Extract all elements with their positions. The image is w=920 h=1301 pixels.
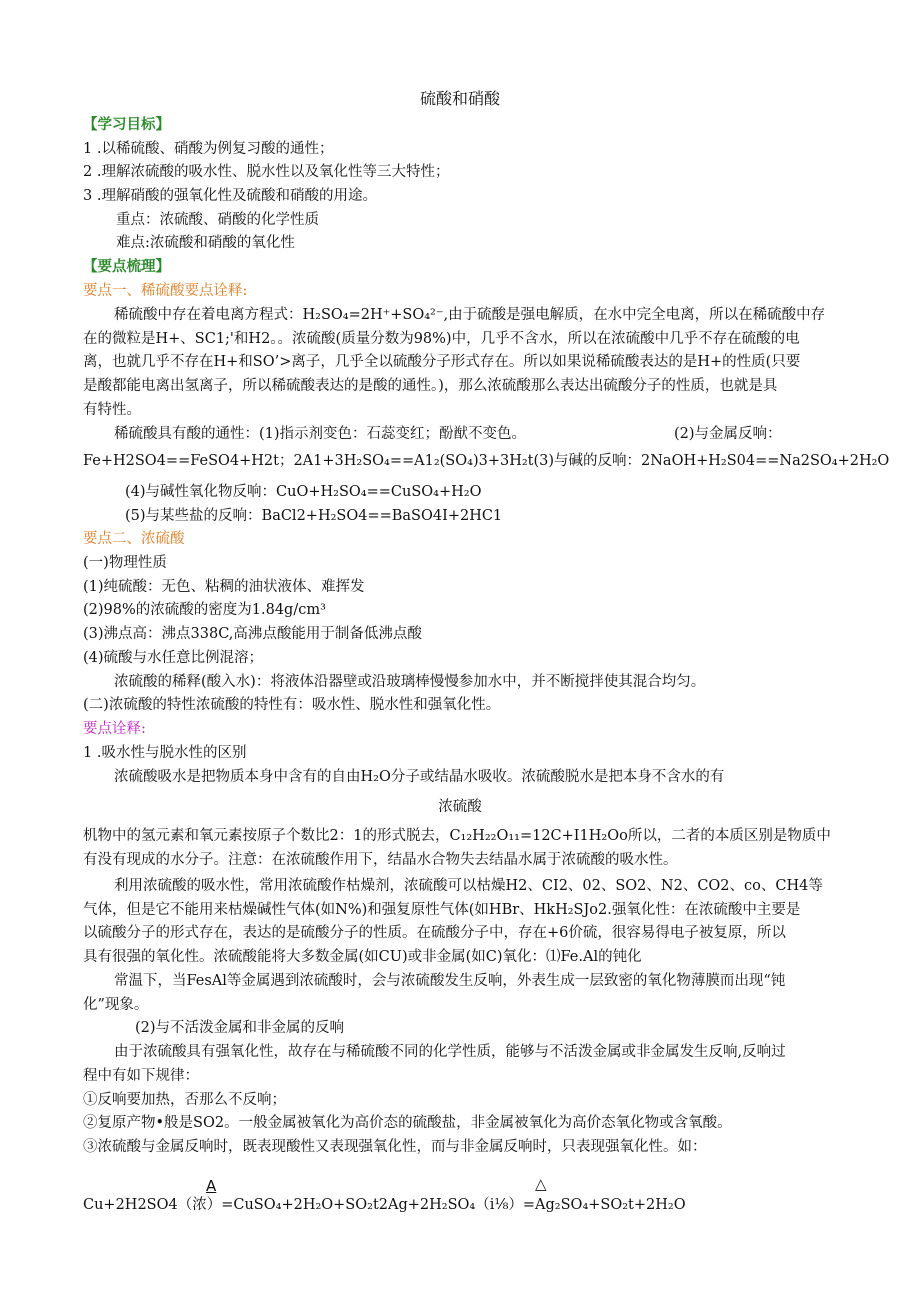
paragraph-line: 常温下，当FesAl等金属遇到浓硫酸时，会与浓硫酸发生反响，外表生成一层致密的氧化物薄膜而出现“钝 xyxy=(114,973,786,989)
physical-header: (一)物理性质 xyxy=(83,555,167,571)
equation-line: (5)与某些盐的反响：BaCl2+H₂SO4==BaSO4I+2HC1 xyxy=(125,508,503,524)
rule-item: ②复原产物•般是SO2。一般金属被氧化为高价态的硫酸盐，非金属被氧化为高价态氧化物或含氧酸。 xyxy=(83,1115,732,1131)
acid-property-line: 稀硫酸具有酸的通性：(1)指示剂变色：石蕊变红；酚猷不变色。 xyxy=(114,426,527,442)
equation-line: Cu+2H2SO4（浓）=CuSO₄+2H₂O+SO₂t2Ag+2H₂SO₄（i⅛）=Ag₂SO₄+SO₂t+2H₂O xyxy=(83,1197,686,1213)
point1-header: 要点一、稀硫酸要点诠释: xyxy=(83,283,248,299)
physical-item: (3)沸点高：沸点338C,高沸点酸能用于制备低沸点酸 xyxy=(83,626,422,642)
key-point: 重点：浓硫酸、硝酸的化学性质 xyxy=(116,212,319,228)
paragraph-line: 有没有现成的水分子。注意：在浓硫酸作用下，结晶水合物失去结晶水属于浓硫酸的吸水性。 xyxy=(83,852,678,868)
goal-item: 3 .理解硝酸的强氧化性及硫酸和硝酸的用途。 xyxy=(83,188,377,204)
difficulty-point: 难点:浓硫酸和硝酸的氧化性 xyxy=(116,235,295,251)
paragraph-line: 气体，但是它不能用来枯燥碱性气体(如N%)和强复原性气体(如HBr、HkH₂SJo2.强氧化性：在浓硫酸中主要是 xyxy=(83,902,801,918)
equation-line: Fe+H2SO4==FeSO4+H2t；2A1+3H₂SO₄==A1₂(SO₄)3+3H₂t(3)与碱的反响：2NaOH+H₂S04==Na2SO₄+2H₂O xyxy=(83,453,890,469)
heat-triangle-icon: △ xyxy=(535,1175,547,1193)
reaction-condition-label: 浓硫酸 xyxy=(438,799,482,815)
paragraph-line: 具有很强的氧化性。浓硫酸能将大多数金属(如CU)或非金属(如C)氧化：⑴Fe.Al的钝化 xyxy=(83,949,642,965)
dilution-line: 浓硫酸的稀释(酸入水)：将液体沿器壁或沿玻璃棒慢慢参加水中，并不断搅拌使其混合均匀。 xyxy=(114,674,706,690)
paragraph-line: 在的微粒是H+、SC1;'和H2。。浓硫酸(质量分数为98%)中，几乎不含水，所以在浓硫酸中几乎不存在硫酸的电 xyxy=(83,331,800,347)
rule-item: ①反响要加热，否那么不反响； xyxy=(83,1092,286,1108)
paragraph-line: 程中有如下规律： xyxy=(83,1068,199,1084)
goal-item: 2 .理解浓硫酸的吸水性、脱水性以及氧化性等三大特性； xyxy=(83,164,450,180)
paragraph-line: 以硫酸分子的形式存在，表达的是硫酸分子的性质。在硫酸分子中，存在+6价硫，很容易得电子被复原，所以 xyxy=(83,925,786,941)
section-header-goals: 【学习目标】 xyxy=(83,116,170,133)
inactive-metals-header: (2)与不活泼金属和非金属的反响 xyxy=(135,1020,345,1036)
point-note-header: 要点诠释: xyxy=(83,721,146,737)
paragraph-line: 稀硫酸中存在着电离方程式：H₂SO₄=2H⁺+SO₄²⁻,由于硫酸是强电解质，在水中完全电离，所以在稀硫酸中存 xyxy=(114,307,826,323)
special-properties-line: (二)浓硫酸的特性浓硫酸的特性有：吸水性、脱水性和强氧化性。 xyxy=(83,697,501,713)
difference-header: 1 .吸水性与脱水性的区别 xyxy=(83,745,247,761)
paragraph-line: 机物中的氢元素和氧元素按原子个数比2：1的形式脱去，C₁₂H₂₂O₁₁=12C+I1H₂Oo所以，二者的本质区别是物质中 xyxy=(83,828,831,844)
goal-item: 1 .以稀硫酸、硝酸为例复习酸的通性； xyxy=(83,141,334,157)
physical-item: (2)98%的浓硫酸的密度为1.84g/cm³ xyxy=(83,602,326,618)
acid-property-line: (2)与金属反响： xyxy=(674,426,782,442)
physical-item: (1)纯硫酸：无色、粘稠的油状液体、难挥发 xyxy=(83,579,365,595)
paragraph-line: 由于浓硫酸具有强氧化性，故存在与稀硫酸不同的化学性质，能够与不活泼金属或非金属发生反响,反响过 xyxy=(114,1044,786,1060)
point2-header: 要点二、浓硫酸 xyxy=(83,531,185,547)
section-header-points: 【要点梳理】 xyxy=(83,258,170,275)
paragraph-line: 利用浓硫酸的吸水性，常用浓硫酸作枯燥剂，浓硫酸可以枯燥H2、CI2、02、SO2、N2、CO2、co、CH4等 xyxy=(114,878,823,894)
rule-item: ③浓硫酸与金属反响时，既表现酸性又表现强氧化性，而与非金属反响时，只表现强氧化性。如： xyxy=(83,1139,707,1155)
equation-line: (4)与碱性氧化物反响：CuO+H₂SO₄==CuSO₄+H₂O xyxy=(125,484,482,500)
paragraph-line: 有特性。 xyxy=(83,402,141,418)
paragraph-line: 是酸都能电离出氢离子，所以稀硫酸表达的是酸的通性。)，那么浓硫酸那么表达出硫酸分子的性质，也就是具 xyxy=(83,378,778,394)
physical-item: (4)硫酸与水任意比例混溶； xyxy=(83,650,264,666)
paragraph-line: 离，也就几乎不存在H+和SO’>离子，几乎全以硫酸分子形式存在。所以如果说稀硫酸表达的是H+的性质(只要 xyxy=(83,354,801,370)
page-title: 硫酸和硝酸 xyxy=(419,89,500,108)
paragraph-line: 化”现象。 xyxy=(83,997,149,1013)
paragraph-line: 浓硫酸吸水是把物质本身中含有的自由H₂O分子或结晶水吸收。浓硫酸脱水是把本身不含水的有 xyxy=(114,769,725,785)
heat-mark-a: A xyxy=(206,1177,217,1195)
